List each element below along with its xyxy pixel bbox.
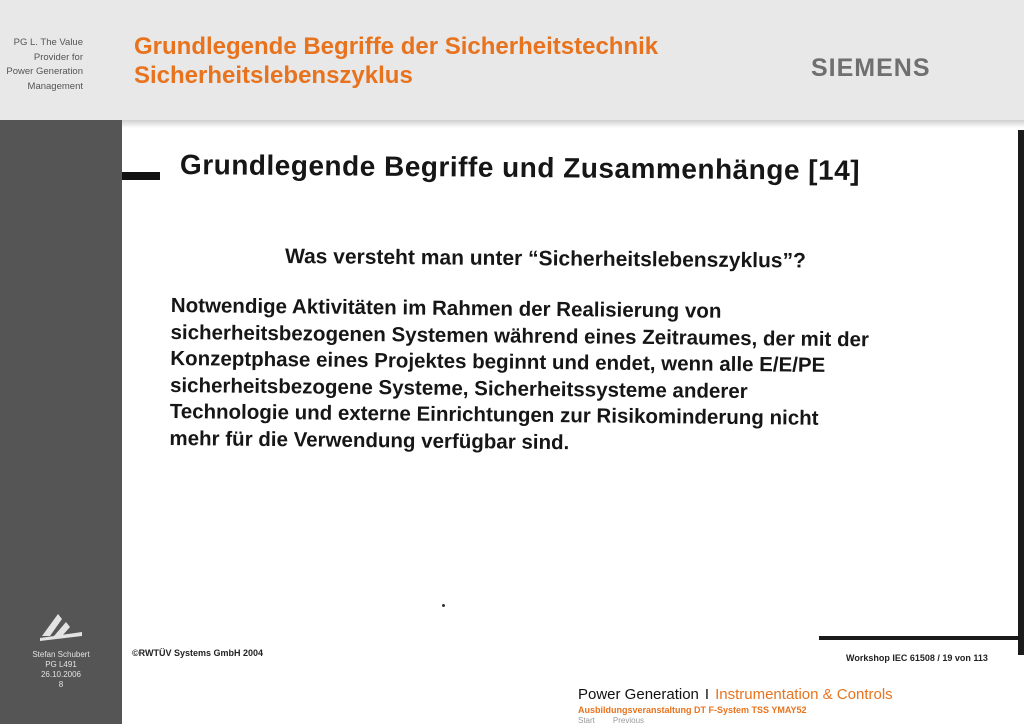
scan-bullet-bar [122,172,160,180]
footer-unit: Instrumentation & Controls [715,686,893,703]
author-info [0,650,122,690]
slide-question: Was versteht man unter “Sicherheitslebenszyklus”? [284,245,806,273]
org-line: PG L. The Value [13,37,83,48]
footer-separator: I [704,686,710,703]
presentation-date: 26.10.2006 [40,670,82,679]
definition-line: Notwendige Aktivitäten im Rahmen der Realisierung von [170,293,722,323]
definition-line: sicherheitsbezogenen Systemen während eines Zeitraumes, der mit der [170,320,870,351]
definition-line: sicherheitsbezogene Systeme, Sicherheitssysteme anderer [169,373,748,403]
definition-line: mehr für die Verwendung verfügbar sind. [169,426,570,454]
siemens-logo: SIEMENS [811,54,931,82]
org-line: Power Generation [6,66,83,77]
author-name: Stefan Schubert [32,650,90,659]
nav-previous-link[interactable]: Previous [612,716,645,724]
scan-edge-right [1018,130,1024,655]
author-department: PG L491 [45,660,77,669]
slide-workshop-ref: Workshop IEC 61508 / 19 von 113 [846,653,988,663]
definition-line: Konzeptphase eines Projektes beginnt und endet, wenn alle E/E/PE [170,346,826,377]
scan-edge-bottom [819,636,1024,640]
slide-heading: Grundlegende Begriffe und Zusammenhänge [14] [179,149,861,186]
footer-nav [578,716,1018,724]
definition-line: Technologie und externe Einrichtungen zur Risikominderung nicht [169,399,819,430]
footer-division-line [578,686,1018,704]
scan-speck [442,604,445,607]
company-mark-icon [38,610,84,642]
page-title-line2: Sicherheitslebenszyklus [134,62,413,89]
sidebar [0,120,122,724]
page-title [134,32,658,90]
footer-division: Power Generation [578,686,699,703]
page-number: 8 [58,680,64,689]
nav-start-link[interactable]: Start [578,716,595,724]
page-title-line1: Grundlegende Begriffe der Sicherheitstechnik [134,33,659,60]
org-line: Provider for [33,51,83,63]
org-tagline [0,36,83,94]
header-band [0,0,1024,120]
org-line: Management [27,80,83,92]
footer [578,686,1018,724]
scan-edge-top [122,120,1024,128]
footer-subtitle: Ausbildungsveranstaltung DT F-System TSS YMAY52 [578,705,807,715]
slide-copyright: ©RWTÜV Systems GmbH 2004 [132,648,264,658]
slide-definition [169,293,1011,461]
scanned-slide [122,120,1024,664]
